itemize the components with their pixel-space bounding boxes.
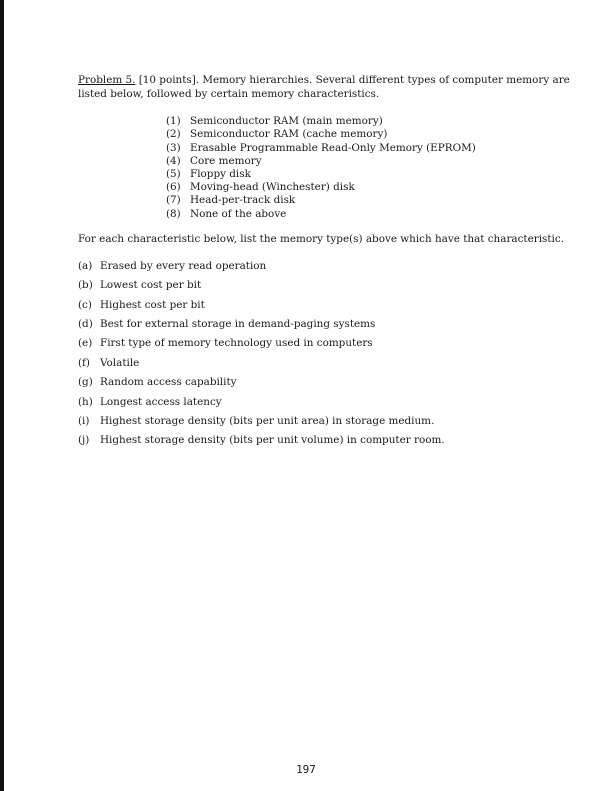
list-item: (f) Volatile [78,356,140,369]
list-item: (h) Longest access latency [78,395,222,408]
problem-label: Problem 5. [78,74,136,86]
characteristics-list [78,257,578,451]
list-item: (c) Highest cost per bit [78,298,205,311]
list-item: (2) Semiconductor RAM (cache memory) [166,128,388,141]
list-item: (g) Random access capability [78,376,237,389]
list-item: (b) Lowest cost per bit [78,279,202,292]
problem-paragraph [78,74,578,101]
list-item: (8) None of the above [166,207,287,220]
list-item: (3) Erasable Programmable Read-Only Memory (EPROM) [166,141,476,154]
page-number: 197 [296,763,316,776]
instructions-text: For each characteristic below, list the memory type(s) above which have that characteristic. [78,232,564,245]
list-item: (7) Head-per-track disk [166,194,296,207]
problem-intro: [10 points]. Memory hierarchies. Several different types of computer memory are listed below, followed by certain memory characteristics. [78,74,570,100]
list-item: (e) First type of memory technology used in computers [78,337,373,350]
list-item: (5) Floppy disk [166,168,251,180]
document-page [78,74,578,451]
list-item: (a) Erased by every read operation [78,259,267,272]
list-item: (j) Highest storage density (bits per unit volume) in computer room. [78,434,445,447]
list-item: (d) Best for external storage in demand-paging systems [78,318,376,331]
list-item: (i) Highest storage density (bits per unit area) in storage medium. [78,415,435,428]
scan-edge-bar [0,0,4,791]
memory-type-list [166,115,578,221]
list-item: (6) Moving-head (Winchester) disk [166,181,355,194]
list-item: (1) Semiconductor RAM (main memory) [166,115,383,128]
list-item: (4) Core memory [166,154,262,167]
